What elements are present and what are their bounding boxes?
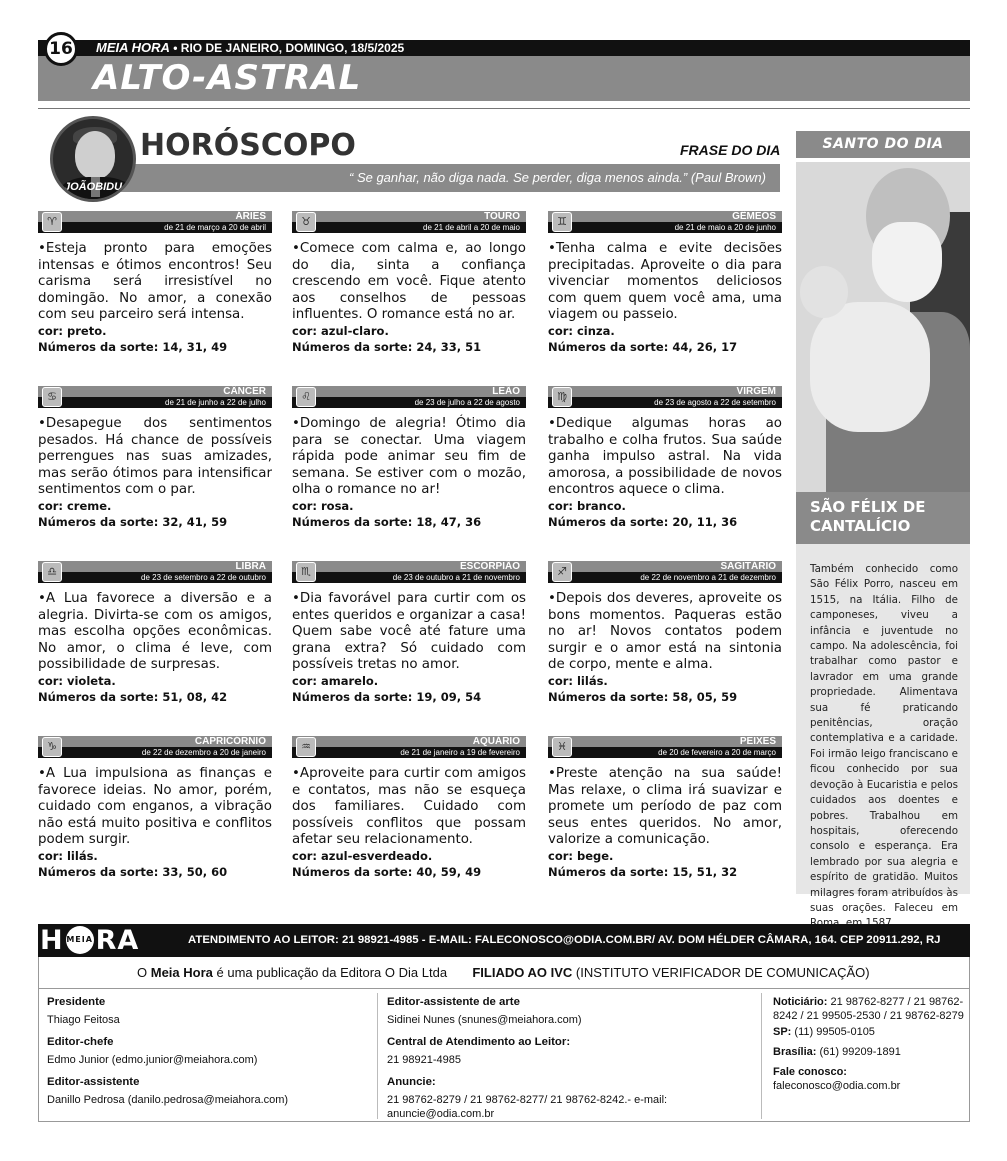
sign-name: PEIXES [739,736,776,747]
sign-6 [38,561,272,706]
sign-header [38,386,272,408]
credit-value: Thiago Feitosa [47,1014,120,1026]
sign-color: cor: azul-esverdeado. [292,848,433,863]
sign-lucky-numbers: Números da sorte: 44, 26, 17 [548,339,738,354]
sign-11 [548,736,782,881]
sign-dates: de 22 de novembro a 21 de dezembro [640,573,776,582]
sign-color: cor: azul-claro. [292,323,389,338]
sign-name: CAPRICÓRNIO [194,736,266,747]
sign-color: cor: lilás. [38,848,98,863]
contact-line: ATENDIMENTO AO LEITOR: 21 98921-4985 - E-MAIL: FALECONOSCO@ODIA.COM.BR/ AV. DOM HÉLDER CÂMARA, 164. CEP 20911.292, RJ [188,934,941,946]
credit-value: 21 98921-4985 [387,1054,462,1066]
sign-lucky-numbers: Números da sorte: 24, 33, 51 [292,339,482,354]
sign-color: cor: branco. [548,498,626,513]
sign-header [548,736,782,758]
sign-lucky-numbers: Números da sorte: 15, 51, 32 [548,864,738,879]
capricorn-icon: ♑ [42,737,62,757]
virgo-icon: ♍ [552,387,572,407]
saint-name: SÃO FÉLIX DE CANTALÍCIO [796,492,970,544]
columnist-name: JOÃOBIDU [63,181,123,193]
sign-text: • Desapegue dos sentimentos pesados. Há chance de possíveis perrengues nas suas amizades, mas serão ótimos para intensificar sentimentos com o par. [38,416,272,499]
sign-text: • Aproveite para curtir com amigos e contatos, mas não se esqueça dos familiares. Cuidado com possíveis conflitos que possam afetar seu relacionamento. [292,766,526,849]
libra-icon: ♎ [42,562,62,582]
sign-lucky-numbers: Números da sorte: 51, 08, 42 [38,689,228,704]
brasilia-contact: Brasília: (61) 99209-1891 [773,1046,901,1058]
sign-text: • Preste atenção na sua saúde! Mas relaxe, o clima irá suavizar e promete um período de paz com seus entes queridos. No amor, valorize a comunicação. [548,766,782,849]
sign-header [38,561,272,583]
sign-name: CÂNCER [223,386,266,397]
sign-color: cor: lilás. [548,673,608,688]
sign-name: LIBRA [235,561,266,572]
sign-text: • Comece com calma e, ao longo do dia, sinta a confiança crescendo em você. Fique atento aos conselhos de pessoas influentes. O romance está no ar. [292,241,526,324]
credit-value: Danillo Pedrosa (danilo.pedrosa@meiahora.com) [47,1094,289,1106]
sign-color: cor: creme. [38,498,112,513]
section-title: ALTO-ASTRAL [93,58,362,98]
sign-header [38,736,272,758]
sign-text: • Dedique algumas horas ao trabalho e colha frutos. Sua saúde ganha impulso astral. Na vida amorosa, a possibilidade de novos encontros aquece o clima. [548,416,782,499]
frase-label: FRASE DO DIA [680,142,781,158]
sign-dates: de 21 de maio a 20 de junho [674,223,776,232]
top-bar [38,40,970,56]
sign-8 [548,561,782,706]
sagittarius-icon: ♐ [552,562,572,582]
taurus-icon: ♉ [296,212,316,232]
scorpio-icon: ♏ [296,562,316,582]
sign-header [548,211,782,233]
credits-column-1 [47,995,367,1107]
sign-3 [38,386,272,531]
sign-color: cor: bege. [548,848,614,863]
sign-color: cor: violeta. [38,673,116,688]
credit-value: Sidinei Nunes (snunes@meiahora.com) [387,1014,582,1026]
dateline: • RIO DE JANEIRO, DOMINGO, 18/5/2025 [173,41,405,55]
sign-dates: de 23 de outubro a 21 de novembro [392,573,520,582]
santo-header: SANTO DO DIA [796,131,970,158]
sign-header [292,386,526,408]
sign-text: • A Lua favorece a diversão e a alegria. Divirta-se com os amigos, mas escolha opções econômicas. No amor, o clima é leve, com possibilidade de surpresas. [38,591,272,674]
sp-contact: SP: (11) 99505-0105 [773,1026,875,1038]
fale-conosco: Fale conosco: faleconosco@odia.com.br [773,1066,901,1092]
saint-bio: Também conhecido como São Félix Porro, nasceu em 1515, na Itália. Filho de camponeses, viveu a infância e juventude no campo. Na adolescência, foi trabalhar como pastor e lavrador em uma grande propriedade. Alimentava sua fé praticando penitências, oração contemplativa e a caridade. Foi irmão leigo franciscano e ficou conhecido por sua devoção à Eucaristia e pelos cuidados aos doentes e pobres. Trabalhou em hospitais, oferecendo consolo e esperança. Era lembrado por sua alegria e espírito de gratidão. Muitos milagres foram atribuídos às suas orações. Faleceu em [796,544,970,894]
credit-value: 21 98762-8279 / 21 98762-8277/ 21 98762-8242.- e-mail: anuncie@odia.com.br [387,1094,668,1120]
credit-label: Editor-assistente [47,1076,140,1088]
noticiario: Noticiário: 21 98762-8277 / 21 98762-8242 / 21 99505-2530 / 21 98762-8279 [773,996,964,1022]
sign-text: • Tenha calma e evite decisões precipitadas. Aproveite o dia para vivenciar momentos deliciosos com quem quem você ama, uma viagem ou passeio. [548,241,782,324]
leo-icon: ♌ [296,387,316,407]
credits-box [38,988,970,1122]
sign-4 [292,386,526,531]
sign-text: • Depois dos deveres, aproveite os bons momentos. Paqueras estão no ar! Novos contatos podem surgir e o amor está na sintonia de corpo, mente e alma. [548,591,782,674]
sign-1 [292,211,526,356]
sign-header [548,386,782,408]
publisher-line: O Meia Hora é uma publicação da Editora O Dia Ltda FILIADO AO IVC (INSTITUTO VERIFICADOR DE COMUNICAÇÃO) [38,957,970,988]
sign-name: GÊMEOS [732,211,776,222]
meia-hora-logo: H MEIA RA [40,925,140,956]
credit-label: Central de Atendimento ao Leitor: [387,1036,571,1048]
sign-dates: de 21 de abril a 20 de maio [423,223,520,232]
sign-0 [38,211,272,356]
page-number: 16 [44,32,78,66]
sign-dates: de 21 de janeiro a 19 de fevereiro [400,748,520,757]
sign-text: • Domingo de alegria! Ótimo dia para se conectar. Uma viagem rápida pode animar seu fim de semana. Se estiver com o mozão, olha o romance no ar! [292,416,526,499]
brand-name: MEIA HORA [96,40,170,55]
sign-header [548,561,782,583]
credit-label: Presidente [47,996,106,1008]
sign-color: cor: preto. [38,323,107,338]
sign-header [38,211,272,233]
credit-label: Anuncie: [387,1076,436,1088]
sign-lucky-numbers: Números da sorte: 33, 50, 60 [38,864,228,879]
sign-9 [38,736,272,881]
saint-image [796,162,970,492]
sign-7 [292,561,526,706]
sign-dates: de 23 de agosto a 22 de setembro [654,398,776,407]
sign-5 [548,386,782,531]
aries-icon: ♈ [42,212,62,232]
sign-name: TOURO [484,211,520,222]
divider [38,108,970,109]
sign-header [292,736,526,758]
credit-label: Editor-chefe [47,1036,114,1048]
sign-2 [548,211,782,356]
sign-lucky-numbers: Números da sorte: 58, 05, 59 [548,689,738,704]
sign-dates: de 22 de dezembro a 20 de janeiro [141,748,266,757]
columnist-avatar [50,116,136,202]
cancer-icon: ♋ [42,387,62,407]
sign-color: cor: amarelo. [292,673,379,688]
sign-lucky-numbers: Números da sorte: 32, 41, 59 [38,514,228,529]
sign-color: cor: cinza. [548,323,615,338]
credits-column-3 [773,995,967,1093]
credits-column-2 [387,995,767,1121]
sign-10 [292,736,526,881]
sign-text: • Dia favorável para curtir com os entes queridos e organizar a casa! Quem sabe você até fature uma grana extra? Só cuidado com possíveis tretas no amor. [292,591,526,674]
sign-text: • A Lua impulsiona as finanças e favorece ideias. No amor, porém, cuidado com enganos, a vibração não está muito positiva e conflitos podem surgir. [38,766,272,849]
credit-value: Edmo Junior (edmo.junior@meiahora.com) [47,1054,258,1066]
aquarius-icon: ♒ [296,737,316,757]
section-bar [38,56,970,101]
sign-dates: de 21 de março a 20 de abril [164,223,266,232]
sign-name: SAGITÁRIO [720,561,776,572]
sign-lucky-numbers: Números da sorte: 20, 11, 36 [548,514,738,529]
sign-dates: de 21 de junho a 22 de julho [165,398,266,407]
sign-dates: de 23 de julho a 22 de agosto [414,398,520,407]
sign-text: • Esteja pronto para emoções intensas e ótimos encontros! Seu carisma será irresistível no domingão. No amor, a conexão com seu parceiro será intensa. [38,241,272,324]
sign-lucky-numbers: Números da sorte: 18, 47, 36 [292,514,482,529]
sign-color: cor: rosa. [292,498,354,513]
gemini-icon: ♊ [552,212,572,232]
sign-name: VIRGEM [736,386,776,397]
sign-lucky-numbers: Números da sorte: 19, 09, 54 [292,689,482,704]
sign-name: AQUÁRIO [472,736,520,747]
credit-label: Editor-assistente de arte [387,996,520,1008]
sign-dates: de 20 de fevereiro a 20 de março [658,748,776,757]
sign-header [292,211,526,233]
sign-lucky-numbers: Números da sorte: 14, 31, 49 [38,339,228,354]
footer-bar [38,924,970,957]
sign-name: LEÃO [492,386,520,397]
sign-dates: de 23 de setembro a 22 de outubro [141,573,266,582]
pisces-icon: ♓ [552,737,572,757]
sign-header [292,561,526,583]
sign-name: ESCORPIÃO [459,561,520,572]
sign-lucky-numbers: Números da sorte: 40, 59, 49 [292,864,482,879]
sign-name: ÁRIES [235,211,266,222]
quote-of-the-day: “ Se ganhar, não diga nada. Se perder, diga menos ainda.” (Paul Brown) [118,164,780,192]
horoscope-title: HORÓSCOPO [140,128,356,163]
